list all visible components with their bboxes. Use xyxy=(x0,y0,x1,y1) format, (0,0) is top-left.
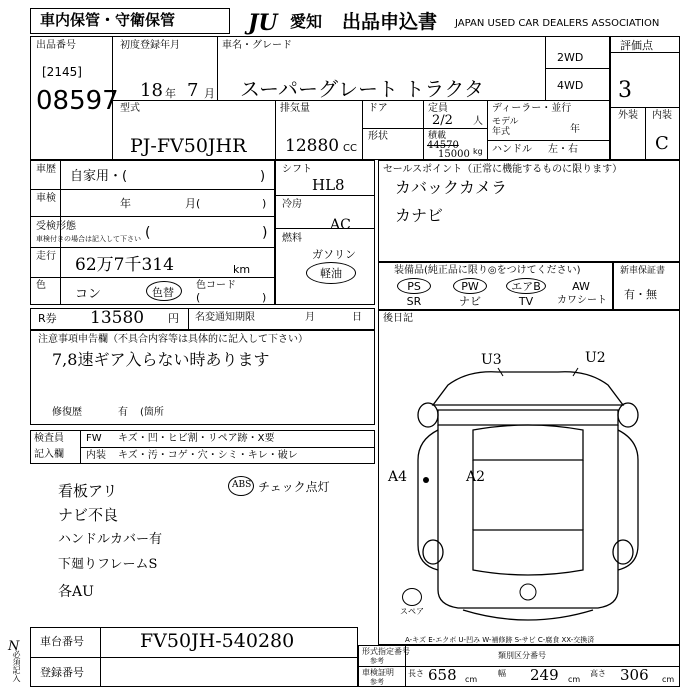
ju-logo xyxy=(248,10,290,34)
load-value-2: 15000 xyxy=(438,149,470,160)
cert-label: 車検証明 xyxy=(362,668,394,677)
inspector-row2-prefix: 内装 xyxy=(86,450,106,461)
shape-label: 形状 xyxy=(368,131,388,142)
history-value: 自家用・( xyxy=(70,169,128,184)
color-change-circle xyxy=(146,281,182,301)
equipment-ps-circle xyxy=(397,278,431,294)
recv-inspection-label: 受検形態 xyxy=(36,221,76,232)
side-mark: N xyxy=(8,639,20,654)
association-name: JAPAN USED CAR DEALERS ASSOCIATION xyxy=(455,18,660,29)
inspection-close: ) xyxy=(262,197,267,210)
lot-number: 08597 xyxy=(36,86,119,116)
form-label: 形式指定番号 xyxy=(362,647,410,656)
model-name-value: スーパーグレート トラクタ xyxy=(240,77,484,101)
inspector-note-1: 看板アリ xyxy=(58,482,118,500)
height-unit: cm xyxy=(662,675,675,684)
inspector-note-5: 各AU xyxy=(58,584,94,600)
color-change: 色替 xyxy=(152,286,174,299)
diagram-mark-a4: A4 xyxy=(388,469,408,485)
ju-logo-text: JU xyxy=(248,10,278,36)
diagram-mark-u3: U3 xyxy=(481,352,502,368)
diagram-corner-label: 後日記 xyxy=(383,313,413,324)
category-label: 類別区分番号 xyxy=(498,651,546,660)
shift-label: シフト xyxy=(282,164,312,175)
mandatory-note xyxy=(12,650,24,684)
recv-inspection-note: 車検付きの場合は記入して下さい xyxy=(36,235,141,243)
equipment-pw-circle xyxy=(453,278,487,294)
height-label: 高さ xyxy=(590,669,606,678)
capacity-label: 定員 xyxy=(428,103,448,114)
storage-notice: 車内保管・守衛保管 xyxy=(40,11,176,29)
recv-inspection-close: ) xyxy=(262,225,268,241)
inspector-row1: キズ・凹・ヒビ割・リペア跡・X要 xyxy=(118,433,275,444)
mileage-label: 走行 xyxy=(36,251,56,262)
reg-label: 登録番号 xyxy=(40,666,84,679)
spare-label: スペア xyxy=(400,607,424,616)
form-sub: 参考 xyxy=(370,657,384,665)
repair-history-place: (箇所 xyxy=(140,407,164,418)
registration-month: 7 xyxy=(187,80,199,101)
inspection-month-unit: 月( xyxy=(185,197,201,210)
inspector-label-1: 検査員 xyxy=(34,433,64,444)
history-close: ) xyxy=(260,169,266,184)
inspector-label-2: 記入欄 xyxy=(34,449,64,460)
type-label: 型式 xyxy=(120,103,140,114)
registration-month-unit: 月 xyxy=(204,87,215,100)
diagram-mark-a2: A2 xyxy=(466,469,486,485)
equipment-airbag: エアB xyxy=(511,280,541,293)
registration-label: 初度登録年月 xyxy=(120,40,180,51)
inspector-row2: キズ・汚・コゲ・穴・シミ・キレ・破レ xyxy=(118,450,298,461)
equipment-sr: SR xyxy=(406,295,422,308)
door-label: ドア xyxy=(368,103,388,114)
model-year-unit: 年 xyxy=(570,124,580,135)
width-label: 幅 xyxy=(498,669,506,678)
fuel-label: 燃料 xyxy=(282,233,302,244)
damage-legend: A-キズ E-エクボ U-凹み W-補修跡 S-サビ C-腐食 XX-交換済 xyxy=(405,636,595,644)
inspector-row1-prefix: FW xyxy=(86,433,102,444)
abs-note: ABS xyxy=(232,480,252,490)
inspection-label: 車検 xyxy=(36,193,56,204)
recv-inspection-open: ( xyxy=(145,225,151,241)
handle-label: ハンドル xyxy=(492,144,532,155)
load-unit: kg xyxy=(473,147,483,156)
check-light-note: チェック点灯 xyxy=(258,480,330,494)
color-code-label: 色コード xyxy=(196,280,236,291)
warranty-label: 新車保証書 xyxy=(620,266,666,276)
interior-value: C xyxy=(655,133,669,154)
equipment-ps: PS xyxy=(407,280,421,293)
r-ticket-value: 13580 xyxy=(90,308,145,328)
repair-history-value: 有 xyxy=(118,407,128,418)
equipment-label: 装備品(純正品に限り◎をつけてください) xyxy=(394,265,581,276)
shift-value: HL8 xyxy=(312,176,345,194)
inspector-note-2: ナビ不良 xyxy=(58,506,119,524)
displacement-unit: CC xyxy=(343,143,357,154)
sales-point-1: カバックカメラ xyxy=(395,178,508,197)
capacity-unit: 人 xyxy=(473,116,483,127)
drive-2wd: 2WD xyxy=(557,51,584,64)
diagram-mark-u2: U2 xyxy=(585,350,606,366)
vehicle-diagram xyxy=(378,330,680,630)
equipment-airbag-circle xyxy=(506,278,546,294)
interior-label: 内装 xyxy=(652,110,672,121)
displacement-value: 12880 xyxy=(285,136,340,156)
r-ticket-unit: 円 xyxy=(168,312,179,325)
lot-label: 出品番号 xyxy=(36,40,76,51)
model-year-label-2: 年式 xyxy=(492,127,511,137)
load-value-1: 44570 xyxy=(427,140,459,151)
dealer-label: ディーラー・並行 xyxy=(492,103,572,114)
model-name-label: 車名・グレード xyxy=(222,40,292,51)
spare-circle xyxy=(402,588,422,606)
capacity-value: 2/2 xyxy=(432,113,453,128)
equipment-leather-seat: カワシート xyxy=(557,295,607,306)
tax-day-unit: 日 xyxy=(352,312,362,323)
sales-points-label: セールスポイント（正常に機能するものに限ります） xyxy=(383,164,623,175)
model-year-label: モデル xyxy=(492,117,519,127)
height-value: 306 xyxy=(620,666,649,684)
history-label: 車歴 xyxy=(36,164,56,175)
r-ticket-label: R券 xyxy=(38,312,57,325)
evaluation-score: 3 xyxy=(618,78,632,103)
displacement-label: 排気量 xyxy=(280,103,310,114)
equipment-navi: ナビ xyxy=(459,295,481,308)
color-paren-open: ( xyxy=(196,291,201,304)
repair-history-label: 修復歴 xyxy=(52,407,82,418)
fuel-gasoline: ガソリン xyxy=(312,248,356,261)
color-value: コン xyxy=(75,287,102,302)
chassis-label: 車台番号 xyxy=(40,635,84,648)
mandatory-note-text: 必須記入 xyxy=(12,650,21,682)
aichi-text: 愛知 xyxy=(290,12,323,31)
tax-month-unit: 月 xyxy=(305,312,315,323)
fuel-diesel-circle xyxy=(306,262,356,284)
lot-bracket: [2145] xyxy=(42,65,82,79)
drive-4wd: 4WD xyxy=(557,79,584,92)
length-unit: cm xyxy=(465,675,478,684)
sheet-title: 出品申込書 xyxy=(342,11,438,33)
tax-deadline-label: 名変通知期限 xyxy=(195,312,255,323)
evaluation-label: 評価点 xyxy=(620,39,653,52)
length-value: 658 xyxy=(428,666,457,684)
handle-options: 左・右 xyxy=(548,144,578,155)
color-paren-close: ) xyxy=(262,291,267,304)
fuel-diesel: 軽油 xyxy=(320,267,342,280)
length-label: 長さ xyxy=(408,669,424,678)
color-label: 色 xyxy=(36,280,46,291)
type-value: PJ-FV50JHR xyxy=(130,135,247,157)
cert-sub: 参考 xyxy=(370,678,384,686)
notes-label: 注意事項申告欄（不具合内容等は具体的に記入して下さい） xyxy=(38,334,308,345)
sales-point-2: カナビ xyxy=(395,206,444,225)
ac-label: 冷房 xyxy=(282,199,302,210)
equipment-aw: AW xyxy=(572,280,590,293)
inspector-note-3: ハンドルカバー有 xyxy=(58,532,163,547)
mileage-unit: km xyxy=(233,263,251,276)
ac-value: AC xyxy=(330,217,351,233)
registration-year-unit: 年 xyxy=(165,87,176,100)
load-label: 積載 xyxy=(428,131,447,141)
width-unit: cm xyxy=(568,675,581,684)
warranty-options: 有・無 xyxy=(624,288,657,301)
registration-year: 18 xyxy=(140,80,163,101)
inspection-year-unit: 年 xyxy=(120,197,131,210)
equipment-pw: PW xyxy=(461,280,479,293)
inspector-note-4: 下廻りフレームS xyxy=(58,557,158,572)
equipment-tv: TV xyxy=(518,295,534,308)
notes-text: 7,8速ギア入らない時あります xyxy=(52,350,270,369)
width-value: 249 xyxy=(530,666,559,684)
exterior-label: 外装 xyxy=(618,110,638,121)
chassis-value: FV50JH-540280 xyxy=(140,630,295,652)
mileage-value: 62万7千314 xyxy=(75,255,174,275)
